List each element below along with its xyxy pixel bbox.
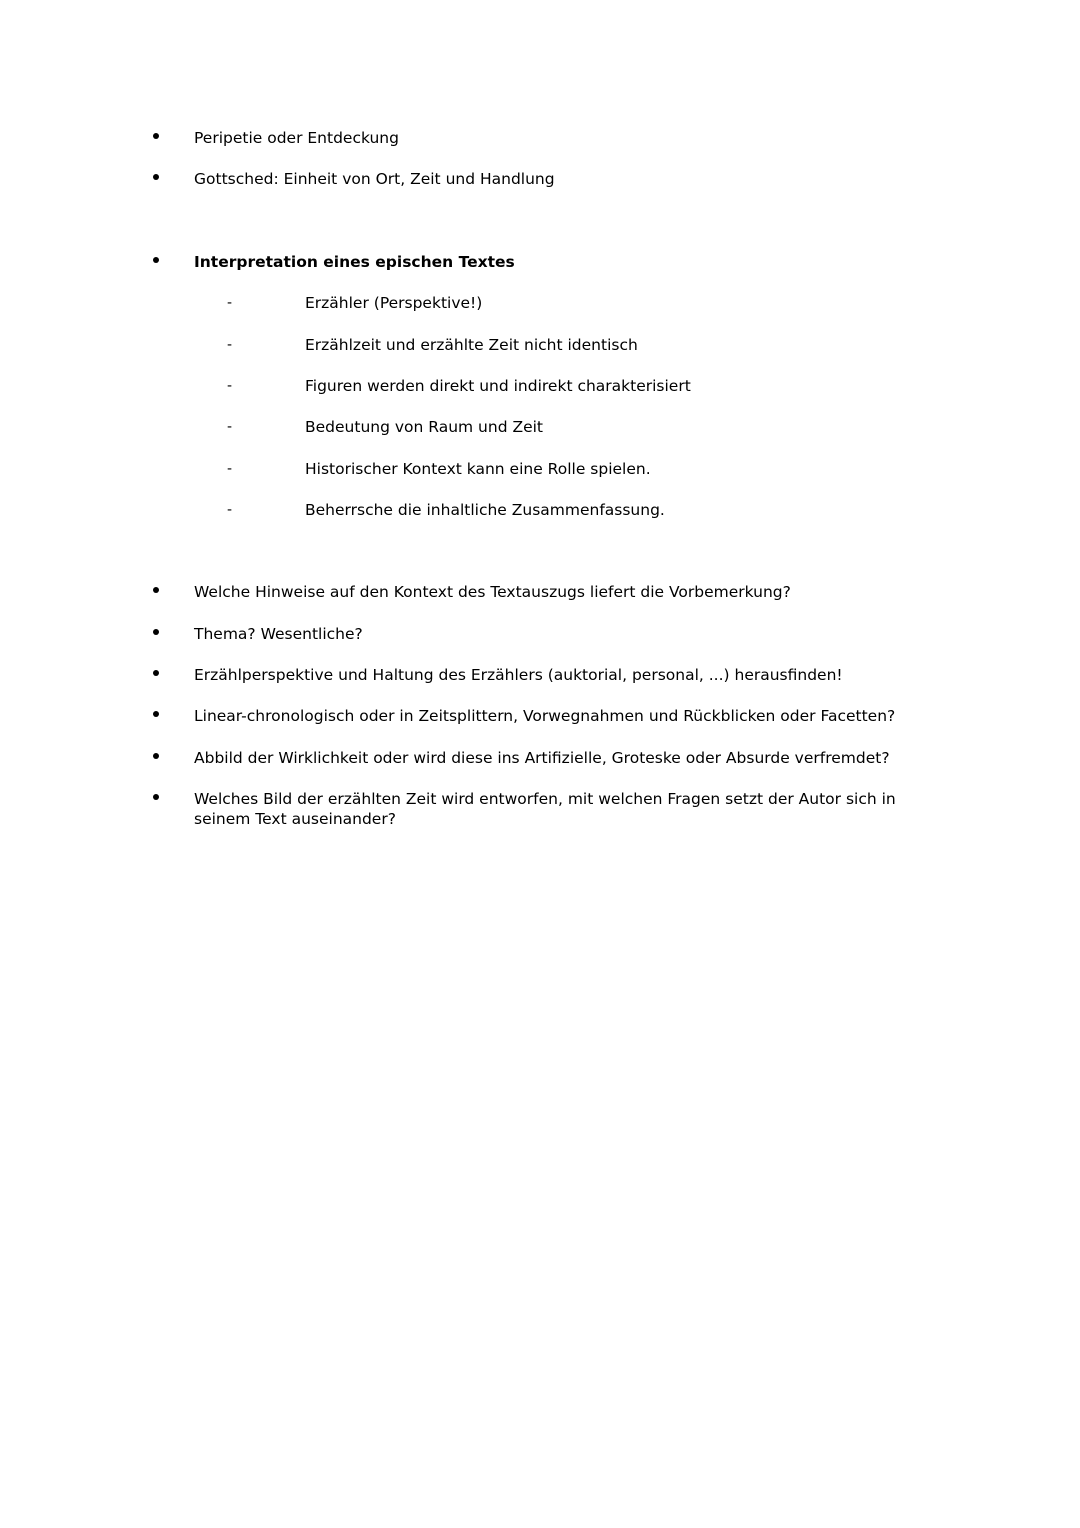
section-heading: Interpretation eines epischen Textes [194,253,515,271]
dash-marker: - [227,295,233,311]
dash-marker: - [227,337,233,353]
bullet-icon [153,174,159,180]
dash-marker: - [227,461,233,477]
bullet-icon [153,257,159,263]
bullet-icon [153,711,159,717]
list-item: Welches Bild der erzählten Zeit wird entworfen, mit welchen Fragen setzt der Autor sich in seinem Text auseinander? [194,790,896,828]
list-item: Gottsched: Einheit von Ort, Zeit und Handlung [194,170,555,188]
dash-marker: - [227,502,233,518]
list-item: Erzählperspektive und Haltung des Erzählers (auktorial, personal, ...) herausfinden! [194,666,843,684]
dash-marker: - [227,378,233,394]
sub-list-item: Bedeutung von Raum und Zeit [305,418,543,436]
bullet-icon [153,670,159,676]
dash-marker: - [227,419,233,435]
list-item: Abbild der Wirklichkeit oder wird diese ins Artifizielle, Groteske oder Absurde verfremdet? [194,749,890,767]
sub-list-item: Figuren werden direkt und indirekt charakterisiert [305,377,691,395]
list-item: Peripetie oder Entdeckung [194,129,399,147]
sub-list-item: Erzähler (Perspektive!) [305,294,483,312]
bullet-icon [153,587,159,593]
list-item: Thema? Wesentliche? [194,625,363,643]
list-item: Welche Hinweise auf den Kontext des Textauszugs liefert die Vorbemerkung? [194,583,791,601]
list-item: Linear-chronologisch oder in Zeitsplittern, Vorwegnahmen und Rückblicken oder Facetten? [194,707,896,725]
bullet-icon [153,133,159,139]
sub-list-item: Erzählzeit und erzählte Zeit nicht identisch [305,336,638,354]
bullet-icon [153,794,159,800]
sub-list-item: Historischer Kontext kann eine Rolle spielen. [305,460,651,478]
sub-list-item: Beherrsche die inhaltliche Zusammenfassung. [305,501,665,519]
bullet-icon [153,753,159,759]
bullet-icon [153,629,159,635]
